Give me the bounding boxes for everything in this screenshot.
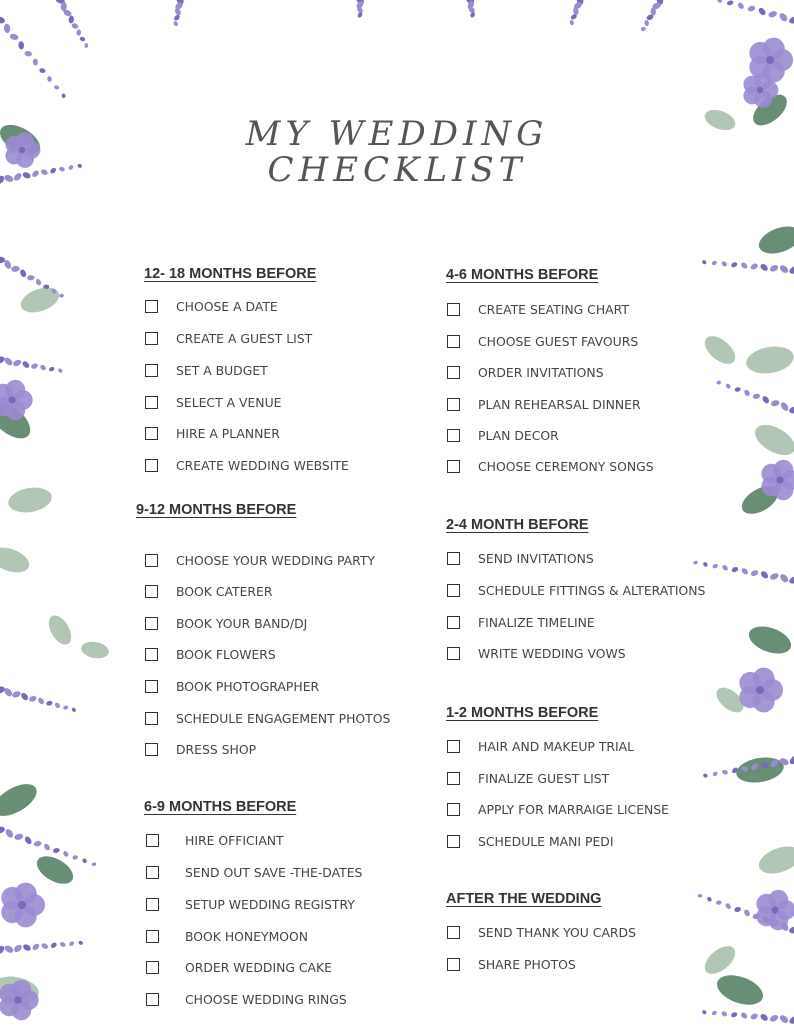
lavender-bud [731, 566, 739, 573]
checkbox[interactable] [447, 303, 460, 316]
lavender-bud [84, 43, 88, 48]
lavender-bud [68, 940, 75, 946]
lavender-bud [740, 567, 749, 576]
lavender-bud [28, 695, 37, 702]
leaf-shape [755, 841, 794, 879]
lavender-bud [650, 7, 656, 15]
leaf-shape [712, 683, 748, 717]
lavender-bud [703, 773, 709, 778]
leaf-shape [734, 754, 785, 786]
flower-petal [756, 894, 776, 914]
lavender-bud [779, 401, 789, 412]
lavender-bud [0, 256, 5, 263]
lavender-bud [656, 0, 663, 5]
lavender-bud [721, 260, 728, 267]
checklist-item-label: PLAN DECOR [478, 428, 559, 443]
lavender-bud [702, 561, 708, 567]
lavender-bud [355, 0, 366, 6]
checklist-item-label: FINALIZE GUEST LIST [478, 771, 610, 786]
lavender-bud [467, 0, 476, 10]
lavender-bud [743, 909, 751, 918]
lavender-bud [716, 0, 723, 4]
checklist-item-label: HIRE OFFICIANT [185, 833, 284, 848]
checklist-item-label: CHOOSE CEREMONY SONGS [478, 459, 654, 474]
leaf-shape [750, 419, 794, 462]
lavender-bud [788, 15, 794, 24]
lavender-bud [175, 0, 185, 6]
leaf-shape [6, 484, 53, 515]
lavender-bud [760, 761, 770, 770]
checklist-item-label: BOOK YOUR BAND/DJ [176, 616, 308, 631]
lavender-bud [19, 269, 27, 279]
lavender-bud [24, 50, 33, 57]
lavender-bud [41, 942, 50, 950]
lavender-bud [173, 20, 179, 26]
lavender-bud [71, 707, 77, 713]
flower-petal [1, 901, 23, 923]
lavender-bud [0, 685, 6, 694]
lavender-bud [11, 266, 20, 273]
leaf-shape [713, 970, 767, 1011]
flower-petal [761, 679, 783, 701]
lavender-bud [18, 41, 24, 50]
lavender-bud [62, 9, 72, 18]
lavender-bud [71, 22, 79, 29]
flower-petal [749, 56, 771, 78]
lavender-bud [750, 569, 759, 577]
flower-petal [763, 38, 785, 60]
checklist-item-label: HIRE A PLANNER [176, 426, 280, 441]
lavender-bud [731, 767, 739, 775]
lavender-bud [13, 943, 23, 953]
leaf-shape [0, 778, 42, 823]
lavender-bud [78, 940, 84, 946]
checkbox[interactable] [146, 961, 159, 974]
leaf-shape [745, 621, 794, 659]
checkbox[interactable] [145, 427, 158, 440]
lavender-bud [788, 1015, 794, 1026]
lavender-bud [46, 700, 54, 707]
checkbox[interactable] [146, 898, 159, 911]
flower-petal [1, 887, 23, 909]
checkbox[interactable] [447, 429, 460, 442]
lavender-bud [3, 944, 14, 954]
lavender-bud [761, 915, 770, 925]
lavender-bud [706, 896, 712, 902]
flower-petal [0, 384, 13, 404]
checklist-item-label: SCHEDULE MANI PEDI [478, 834, 614, 849]
lavender-bud [759, 1013, 769, 1023]
lavender-bud [174, 1, 184, 11]
leaf-shape [0, 395, 37, 446]
lavender-bud [740, 1011, 749, 1019]
checkbox[interactable] [145, 459, 158, 472]
flower-petal [23, 894, 45, 916]
lavender-bud [644, 20, 649, 26]
lavender-bud [734, 906, 742, 912]
checklist-item-label: CHOOSE A DATE [176, 299, 278, 314]
lavender-bud [788, 406, 794, 415]
leaf-shape [700, 941, 740, 979]
lavender-bud [43, 843, 51, 852]
lavender-bud [778, 264, 789, 275]
lavender-bud [79, 36, 86, 42]
flower-petal [19, 990, 39, 1010]
lavender-bud [779, 573, 790, 584]
lavender-bud [693, 560, 699, 565]
checklist-item-label: CREATE WEDDING WEBSITE [176, 458, 349, 473]
checklist-item-label: SELECT A VENUE [176, 395, 282, 410]
lavender-bud [750, 762, 759, 771]
checklist-item-label: SEND INVITATIONS [478, 551, 594, 566]
flower-petal [0, 996, 19, 1016]
flower-petal [0, 984, 19, 1004]
checklist-item-label: SEND THANK YOU CARDS [478, 925, 636, 940]
checkbox[interactable] [447, 584, 460, 597]
lavender-bud [14, 833, 24, 841]
lavender-bud [576, 0, 585, 6]
checkbox[interactable] [447, 803, 460, 816]
lavender-bud [760, 570, 770, 580]
checkbox[interactable] [145, 300, 158, 313]
lavender-bud [697, 893, 702, 898]
lavender-bud [752, 913, 761, 920]
flower-petal [753, 690, 775, 712]
leaf-shape [744, 343, 794, 377]
lavender-bud [778, 1014, 789, 1025]
lavender-bud [464, 0, 476, 6]
lavender-bud [3, 259, 12, 270]
leaf-shape [0, 543, 33, 577]
checklist-item-label: CREATE A GUEST LIST [176, 331, 313, 346]
checkbox[interactable] [146, 834, 159, 847]
lavender-bud [737, 2, 745, 11]
lavender-bud [712, 771, 719, 778]
leaf-shape [737, 480, 783, 519]
lavender-bud [759, 263, 769, 273]
checkbox[interactable] [447, 958, 460, 971]
checkbox[interactable] [145, 554, 158, 567]
checkbox[interactable] [146, 866, 159, 879]
flower-petal [0, 396, 13, 416]
flower-petal [761, 476, 781, 496]
flower-petal [15, 905, 37, 927]
lavender-bud [570, 13, 578, 20]
checkbox[interactable] [447, 772, 460, 785]
flower-petal [771, 49, 793, 71]
lavender-bud [33, 58, 39, 65]
flower-petal [754, 72, 772, 90]
lavender-bud [788, 265, 794, 276]
lavender-bud [778, 12, 789, 23]
lavender-bud [39, 68, 46, 74]
checklist-item-label: CREATE SEATING CHART [478, 302, 629, 317]
lavender-bud [35, 278, 42, 286]
lavender-bud [31, 942, 40, 951]
flower-petal [739, 672, 761, 694]
leaf-shape [80, 640, 110, 661]
lavender-bud [22, 943, 32, 952]
checklist-item-label: BOOK HONEYMOON [185, 929, 309, 944]
leaf-shape [0, 973, 41, 1007]
checkbox[interactable] [146, 930, 159, 943]
checklist-item-label: SETUP WEDDING REGISTRY [185, 897, 355, 912]
flower-petal [743, 76, 761, 94]
checklist-item-label: SHARE PHOTOS [478, 957, 576, 972]
checklist-item-label: HAIR AND MAKEUP TRIAL [478, 739, 635, 754]
lavender-bud [572, 7, 579, 16]
checklist-item-label: ORDER INVITATIONS [478, 365, 604, 380]
lavender-bud [573, 1, 584, 11]
lavender-bud [0, 16, 6, 25]
lavender-bud [33, 840, 42, 847]
flower-petal [776, 900, 794, 920]
lavender-bud [50, 941, 58, 949]
lavender-bud [174, 7, 182, 16]
lavender-bud [21, 360, 30, 369]
lavender-bud [54, 0, 66, 5]
section-heading: 9-12 MONTHS BEFORE [136, 502, 297, 518]
lavender-bud [722, 769, 729, 775]
checkbox[interactable] [447, 616, 460, 629]
lavender-bud [741, 765, 749, 772]
lavender-bud [4, 23, 11, 33]
lavender-bud [730, 1011, 738, 1018]
lavender-bud [750, 1012, 759, 1020]
lavender-bud [743, 389, 751, 397]
flower-petal [763, 60, 785, 82]
lavender-bud [769, 1014, 780, 1023]
lavender-bud [27, 275, 35, 281]
leaf-shape [700, 331, 740, 369]
lavender-bud [757, 7, 767, 17]
lavender-bud [747, 5, 756, 12]
lavender-bud [62, 850, 69, 858]
lavender-bud [725, 902, 732, 910]
checkbox[interactable] [145, 648, 158, 661]
lavender-bud [740, 261, 749, 269]
flower-petal [11, 1000, 31, 1020]
lavender-bud [0, 355, 6, 365]
checkbox[interactable] [145, 743, 158, 756]
checklist-item-label: DRESS SHOP [176, 742, 257, 757]
lavender-bud [752, 393, 760, 400]
lavender-bud [76, 29, 81, 36]
section-heading: 12- 18 MONTHS BEFORE [144, 266, 317, 282]
flower-petal [11, 980, 31, 1000]
checklist-item-label: BOOK FLOWERS [176, 647, 276, 662]
leaf-shape [755, 221, 794, 259]
lavender-bud [640, 26, 646, 32]
lavender-bud [72, 855, 78, 861]
lavender-bud [3, 687, 14, 698]
lavender-bud [51, 288, 57, 295]
lavender-bud [37, 697, 45, 706]
checklist-item-label: ORDER WEDDING CAKE [185, 960, 332, 975]
section-heading: 2-4 MONTH BEFORE [446, 517, 589, 533]
lavender-bud [62, 93, 66, 98]
checklist-item-label: CHOOSE GUEST FAVOURS [478, 334, 639, 349]
checkbox[interactable] [447, 398, 460, 411]
page-title-line-2: CHECKLIST [267, 150, 527, 190]
lavender-bud [12, 359, 22, 368]
lavender-bud [768, 10, 778, 18]
lavender-bud [356, 6, 364, 15]
lavender-bud [9, 33, 19, 41]
checkbox[interactable] [447, 366, 460, 379]
checkbox[interactable] [145, 364, 158, 377]
flower-petal [773, 480, 793, 500]
lavender-bud [779, 757, 790, 767]
checkbox[interactable] [145, 396, 158, 409]
lavender-bud [721, 564, 728, 571]
flower-petal [761, 464, 781, 484]
checklist-item-label: SET A BUDGET [176, 363, 268, 378]
lavender-bud [721, 1010, 728, 1017]
lavender-bud [779, 921, 789, 932]
flower-petal [773, 460, 793, 480]
page-title-line-1: MY WEDDING [245, 114, 549, 154]
checklist-item-label: CHOOSE YOUR WEDDING PARTY [176, 553, 375, 568]
checkbox[interactable] [447, 835, 460, 848]
lavender-bud [82, 858, 88, 864]
lavender-bud [770, 399, 780, 407]
lavender-bud [30, 362, 38, 369]
lavender-bud [59, 294, 64, 298]
lavender-bud [467, 6, 475, 14]
lavender-bud [750, 262, 759, 270]
lavender-bud [761, 395, 770, 405]
checklist-item-label: BOOK CATERER [176, 584, 273, 599]
lavender-bud [91, 862, 96, 867]
lavender-bud [730, 261, 738, 268]
lavender-bud [701, 1009, 707, 1015]
checkbox[interactable] [447, 740, 460, 753]
lavender-bud [60, 2, 67, 12]
section-heading: 6-9 MONTHS BEFORE [144, 799, 297, 815]
checklist-item-label: WRITE WEDDING VOWS [478, 646, 626, 661]
lavender-bud [54, 85, 60, 90]
checklist-item-label: BOOK PHOTOGRAPHER [176, 679, 320, 694]
flower-petal [5, 400, 25, 420]
lavender-bud [355, 0, 365, 10]
lavender-bud [712, 563, 719, 569]
flower-petal [754, 90, 772, 108]
checkbox[interactable] [146, 993, 159, 1006]
lavender-bud [3, 356, 14, 367]
lavender-bud [769, 264, 780, 273]
lavender-bud [57, 368, 63, 374]
flower-petal [739, 686, 761, 708]
lavender-bud [43, 284, 49, 289]
checklist-item-label: FINALIZE TIMELINE [478, 615, 595, 630]
flower-petal [749, 42, 771, 64]
lavender-bud [651, 1, 662, 10]
lavender-bud [68, 15, 74, 23]
lavender-bud [734, 387, 741, 393]
lavender-bud [701, 259, 707, 265]
checklist-item-label: CHOOSE WEDDING RINGS [185, 992, 347, 1007]
leaf-shape [17, 283, 62, 317]
lavender-bud [23, 835, 32, 845]
lavender-bud [54, 702, 61, 709]
lavender-bud [52, 847, 60, 853]
section-heading: AFTER THE WEDDING [446, 891, 602, 907]
flower-petal [768, 890, 788, 910]
lavender-bud [20, 692, 30, 702]
section-heading: 1-2 MONTHS BEFORE [446, 705, 599, 721]
lavender-bud [11, 690, 21, 698]
lavender-bud [0, 826, 6, 835]
leaf-shape [44, 612, 76, 649]
checklist-item-label: APPLY FOR MARRAIGE LICENSE [478, 802, 669, 817]
flower-petal [781, 470, 794, 490]
lavender-bud [711, 260, 718, 266]
checkbox[interactable] [447, 647, 460, 660]
lavender-bud [769, 758, 779, 768]
checkbox[interactable] [447, 926, 460, 939]
checkbox[interactable] [447, 460, 460, 473]
lavender-bud [39, 364, 47, 372]
lavender-bud [48, 366, 55, 372]
checkbox[interactable] [145, 585, 158, 598]
checklist-item-label: SCHEDULE FITTINGS & ALTERATIONS [478, 583, 706, 598]
lavender-bud [173, 14, 181, 22]
flower-petal [5, 380, 25, 400]
section-heading: 4-6 MONTHS BEFORE [446, 267, 599, 283]
flower-petal [743, 87, 761, 105]
flower-petal [761, 81, 779, 99]
checkbox[interactable] [447, 552, 460, 565]
checklist-item-label: SEND OUT SAVE -THE-DATES [185, 865, 363, 880]
lavender-bud [726, 0, 734, 6]
checkbox[interactable] [447, 335, 460, 348]
checkbox[interactable] [145, 332, 158, 345]
lavender-bud [646, 14, 654, 21]
lavender-bud [725, 383, 731, 390]
lavender-bud [0, 944, 6, 955]
flower-petal [13, 390, 33, 410]
lavender-bud [716, 900, 722, 906]
lavender-bud [788, 754, 794, 766]
checkbox[interactable] [145, 680, 158, 693]
lavender-bud [788, 575, 794, 585]
checkbox[interactable] [145, 712, 158, 725]
lavender-bud [47, 76, 52, 82]
leaf-shape [32, 850, 78, 889]
lavender-bud [59, 941, 66, 948]
lavender-bud [4, 828, 14, 839]
lavender-bud [357, 12, 364, 19]
lavender-bud [711, 1010, 718, 1016]
flower-petal [768, 910, 788, 930]
checklist-item-label: PLAN REHEARSAL DINNER [478, 397, 641, 412]
lavender-bud [569, 20, 574, 26]
flower-petal [15, 883, 37, 905]
flower-petal [756, 906, 776, 926]
checklist-item-label: SCHEDULE ENGAGEMENT PHOTOS [176, 711, 391, 726]
lavender-bud [63, 705, 69, 711]
lavender-bud [470, 11, 476, 18]
lavender-bud [769, 572, 780, 581]
lavender-bud [716, 380, 721, 385]
flower-petal [753, 668, 775, 690]
lavender-bud [770, 919, 780, 927]
checkbox[interactable] [145, 617, 158, 630]
lavender-bud [788, 926, 794, 935]
